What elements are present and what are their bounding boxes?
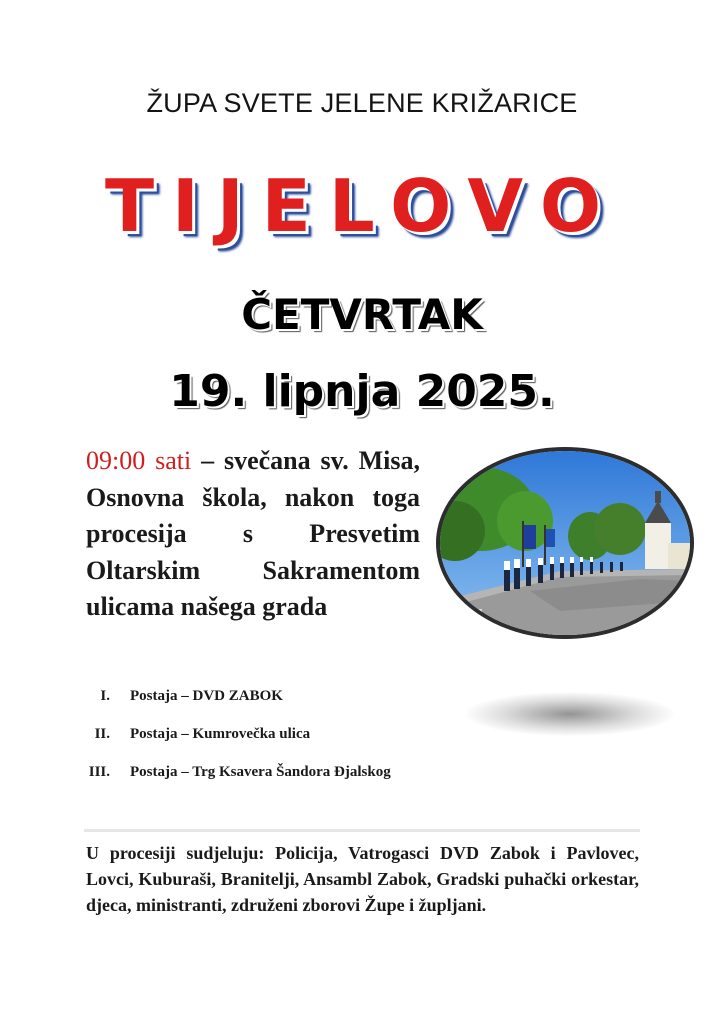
station-text: Postaja – Trg Ksavera Šandora Đjalskog xyxy=(130,764,391,780)
station-text: Postaja – Kumrovečka ulica xyxy=(130,726,311,742)
procession-photo-illustration xyxy=(440,451,690,635)
parish-name: ŽUPA SVETE JELENE KRIŽARICE xyxy=(146,88,578,118)
procession-photo xyxy=(436,447,694,639)
page-title: TIJELOVO xyxy=(104,164,620,248)
station-number: I. xyxy=(100,688,110,704)
station-number: II. xyxy=(94,726,110,742)
event-description-text: – svečana sv. Misa, Osnovna škola, nakon toga procesija s Presvetim Oltarskim Sakramentom ulicama našega grada xyxy=(86,446,420,621)
event-time: 09:00 sati xyxy=(86,446,192,475)
station-number: III. xyxy=(88,764,110,780)
weekday: ČETVRTAK xyxy=(241,290,483,339)
photo-shadow xyxy=(466,692,674,736)
participants-text: U procesiji sudjeluju: Policija, Vatrogasci DVD Zabok i Pavlovec, Lovci, Kuburaši, Branitelji, Ansambl Zabok, Gradski puhački orkestar, djeca, ministranti, združeni zborovi Župe i župljani. xyxy=(86,843,639,915)
event-date: 19. lipnja 2025. xyxy=(169,366,555,417)
event-description xyxy=(86,443,420,626)
divider xyxy=(84,829,640,832)
station-text: Postaja – DVD ZABOK xyxy=(130,688,283,704)
